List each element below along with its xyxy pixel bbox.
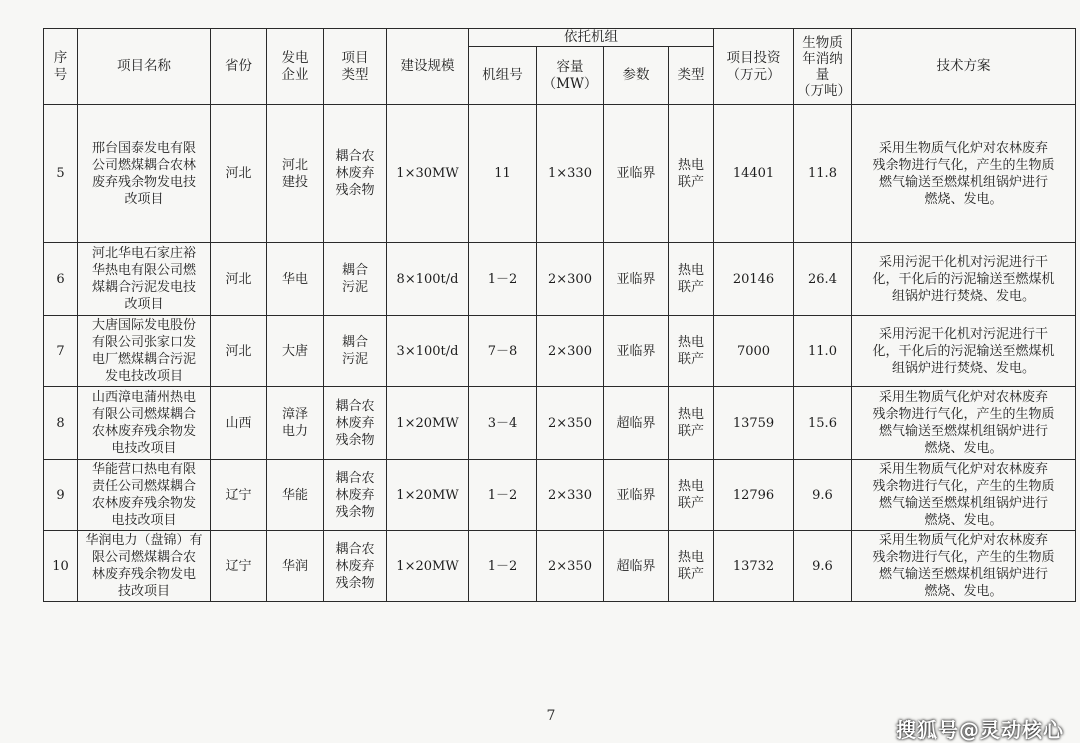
cell-param: 亚临界 <box>604 243 669 316</box>
cell-capacity: 2×350 <box>537 387 604 460</box>
table-row <box>44 316 1076 387</box>
cell-seq: 7 <box>44 316 78 387</box>
cell-capacity: 2×350 <box>537 531 604 602</box>
cell-seq: 5 <box>44 105 78 243</box>
cell-invest: 7000 <box>714 316 794 387</box>
header-company: 发电 企业 <box>267 29 324 105</box>
cell-unit-type: 热电 联产 <box>669 243 714 316</box>
cell-invest: 12796 <box>714 460 794 531</box>
header-unit-no: 机组号 <box>469 47 537 105</box>
cell-scale: 1×20MW <box>387 531 469 602</box>
cell-unit-no: 1－2 <box>469 243 537 316</box>
cell-invest: 13732 <box>714 531 794 602</box>
cell-param: 超临界 <box>604 387 669 460</box>
table-row <box>44 531 1076 602</box>
cell-name: 河北华电石家庄裕 华热电有限公司燃 煤耦合污泥发电技 改项目 <box>78 243 211 316</box>
header-unit-type: 类型 <box>669 47 714 105</box>
cell-name: 华润电力（盘锦）有 限公司燃煤耦合农 林废弃残余物发电 技改项目 <box>78 531 211 602</box>
header-type: 项目 类型 <box>324 29 387 105</box>
cell-name: 邢台国泰发电有限 公司燃煤耦合农林 废弃残余物发电技 改项目 <box>78 105 211 243</box>
cell-unit-type: 热电 联产 <box>669 387 714 460</box>
header-tech: 技术方案 <box>852 29 1076 105</box>
cell-company: 河北 建投 <box>267 105 324 243</box>
cell-scale: 1×30MW <box>387 105 469 243</box>
header-seq: 序 号 <box>44 29 78 105</box>
cell-biomass: 15.6 <box>794 387 852 460</box>
header-capacity: 容量 （MW） <box>537 47 604 105</box>
cell-type: 耦合农 林废弃 残余物 <box>324 105 387 243</box>
cell-company: 漳泽 电力 <box>267 387 324 460</box>
cell-unit-type: 热电 联产 <box>669 460 714 531</box>
table-row <box>44 243 1076 316</box>
cell-unit-type: 热电 联产 <box>669 105 714 243</box>
cell-scale: 8×100t/d <box>387 243 469 316</box>
cell-capacity: 2×300 <box>537 243 604 316</box>
cell-province: 河北 <box>211 316 267 387</box>
cell-province: 河北 <box>211 243 267 316</box>
cell-unit-type: 热电 联产 <box>669 316 714 387</box>
cell-type: 耦合 污泥 <box>324 243 387 316</box>
cell-unit-no: 3－4 <box>469 387 537 460</box>
cell-biomass: 9.6 <box>794 531 852 602</box>
table-row <box>44 105 1076 243</box>
cell-name: 大唐国际发电股份 有限公司张家口发 电厂燃煤耦合污泥 发电技改项目 <box>78 316 211 387</box>
cell-biomass: 26.4 <box>794 243 852 316</box>
cell-type: 耦合 污泥 <box>324 316 387 387</box>
cell-capacity: 2×330 <box>537 460 604 531</box>
header-param: 参数 <box>604 47 669 105</box>
header-biomass: 生物质 年消纳 量 （万吨） <box>794 29 852 105</box>
cell-scale: 3×100t/d <box>387 316 469 387</box>
cell-province: 河北 <box>211 105 267 243</box>
cell-scale: 1×20MW <box>387 460 469 531</box>
cell-province: 山西 <box>211 387 267 460</box>
cell-unit-type: 热电 联产 <box>669 531 714 602</box>
cell-type: 耦合农 林废弃 残余物 <box>324 460 387 531</box>
cell-biomass: 11.0 <box>794 316 852 387</box>
cell-name: 华能营口热电有限 责任公司燃煤耦合 农林废弃残余物发 电技改项目 <box>78 460 211 531</box>
cell-tech: 采用生物质气化炉对农林废弃 残余物进行气化，产生的生物质 燃气输送至燃煤机组锅炉进行 燃烧、发电。 <box>852 531 1076 602</box>
cell-name: 山西漳电蒲州热电 有限公司燃煤耦合 农林废弃残余物发 电技改项目 <box>78 387 211 460</box>
cell-unit-no: 1－2 <box>469 460 537 531</box>
cell-param: 超临界 <box>604 531 669 602</box>
header-province: 省份 <box>211 29 267 105</box>
cell-capacity: 2×300 <box>537 316 604 387</box>
cell-type: 耦合农 林废弃 残余物 <box>324 387 387 460</box>
table-row <box>44 460 1076 531</box>
cell-tech: 采用生物质气化炉对农林废弃 残余物进行气化，产生的生物质 燃气输送至燃煤机组锅炉进行 燃烧、发电。 <box>852 105 1076 243</box>
cell-param: 亚临界 <box>604 460 669 531</box>
cell-company: 华能 <box>267 460 324 531</box>
cell-biomass: 11.8 <box>794 105 852 243</box>
cell-type: 耦合农 林废弃 残余物 <box>324 531 387 602</box>
page-number: 7 <box>546 708 556 724</box>
cell-invest: 20146 <box>714 243 794 316</box>
header-name: 项目名称 <box>78 29 211 105</box>
header-scale: 建设规模 <box>387 29 469 105</box>
table-row <box>44 387 1076 460</box>
cell-tech: 采用污泥干化机对污泥进行干 化，干化后的污泥输送至燃煤机 组锅炉进行焚烧、发电。 <box>852 316 1076 387</box>
cell-unit-no: 1－2 <box>469 531 537 602</box>
cell-param: 亚临界 <box>604 316 669 387</box>
cell-seq: 9 <box>44 460 78 531</box>
cell-province: 辽宁 <box>211 531 267 602</box>
cell-company: 大唐 <box>267 316 324 387</box>
header-group: 依托机组 <box>469 29 714 47</box>
cell-province: 辽宁 <box>211 460 267 531</box>
cell-tech: 采用生物质气化炉对农林废弃 残余物进行气化，产生的生物质 燃气输送至燃煤机组锅炉进行 燃烧、发电。 <box>852 460 1076 531</box>
cell-company: 华润 <box>267 531 324 602</box>
cell-invest: 13759 <box>714 387 794 460</box>
cell-seq: 10 <box>44 531 78 602</box>
cell-seq: 8 <box>44 387 78 460</box>
cell-unit-no: 11 <box>469 105 537 243</box>
cell-param: 亚临界 <box>604 105 669 243</box>
cell-tech: 采用生物质气化炉对农林废弃 残余物进行气化，产生的生物质 燃气输送至燃煤机组锅炉进行 燃烧、发电。 <box>852 387 1076 460</box>
project-table <box>43 28 1076 602</box>
cell-capacity: 1×330 <box>537 105 604 243</box>
cell-scale: 1×20MW <box>387 387 469 460</box>
cell-tech: 采用污泥干化机对污泥进行干 化，干化后的污泥输送至燃煤机 组锅炉进行焚烧、发电。 <box>852 243 1076 316</box>
watermark: 搜狐号@灵动核心 <box>896 718 1064 742</box>
cell-company: 华电 <box>267 243 324 316</box>
cell-biomass: 9.6 <box>794 460 852 531</box>
cell-invest: 14401 <box>714 105 794 243</box>
cell-unit-no: 7－8 <box>469 316 537 387</box>
cell-seq: 6 <box>44 243 78 316</box>
header-invest: 项目投资 （万元） <box>714 29 794 105</box>
